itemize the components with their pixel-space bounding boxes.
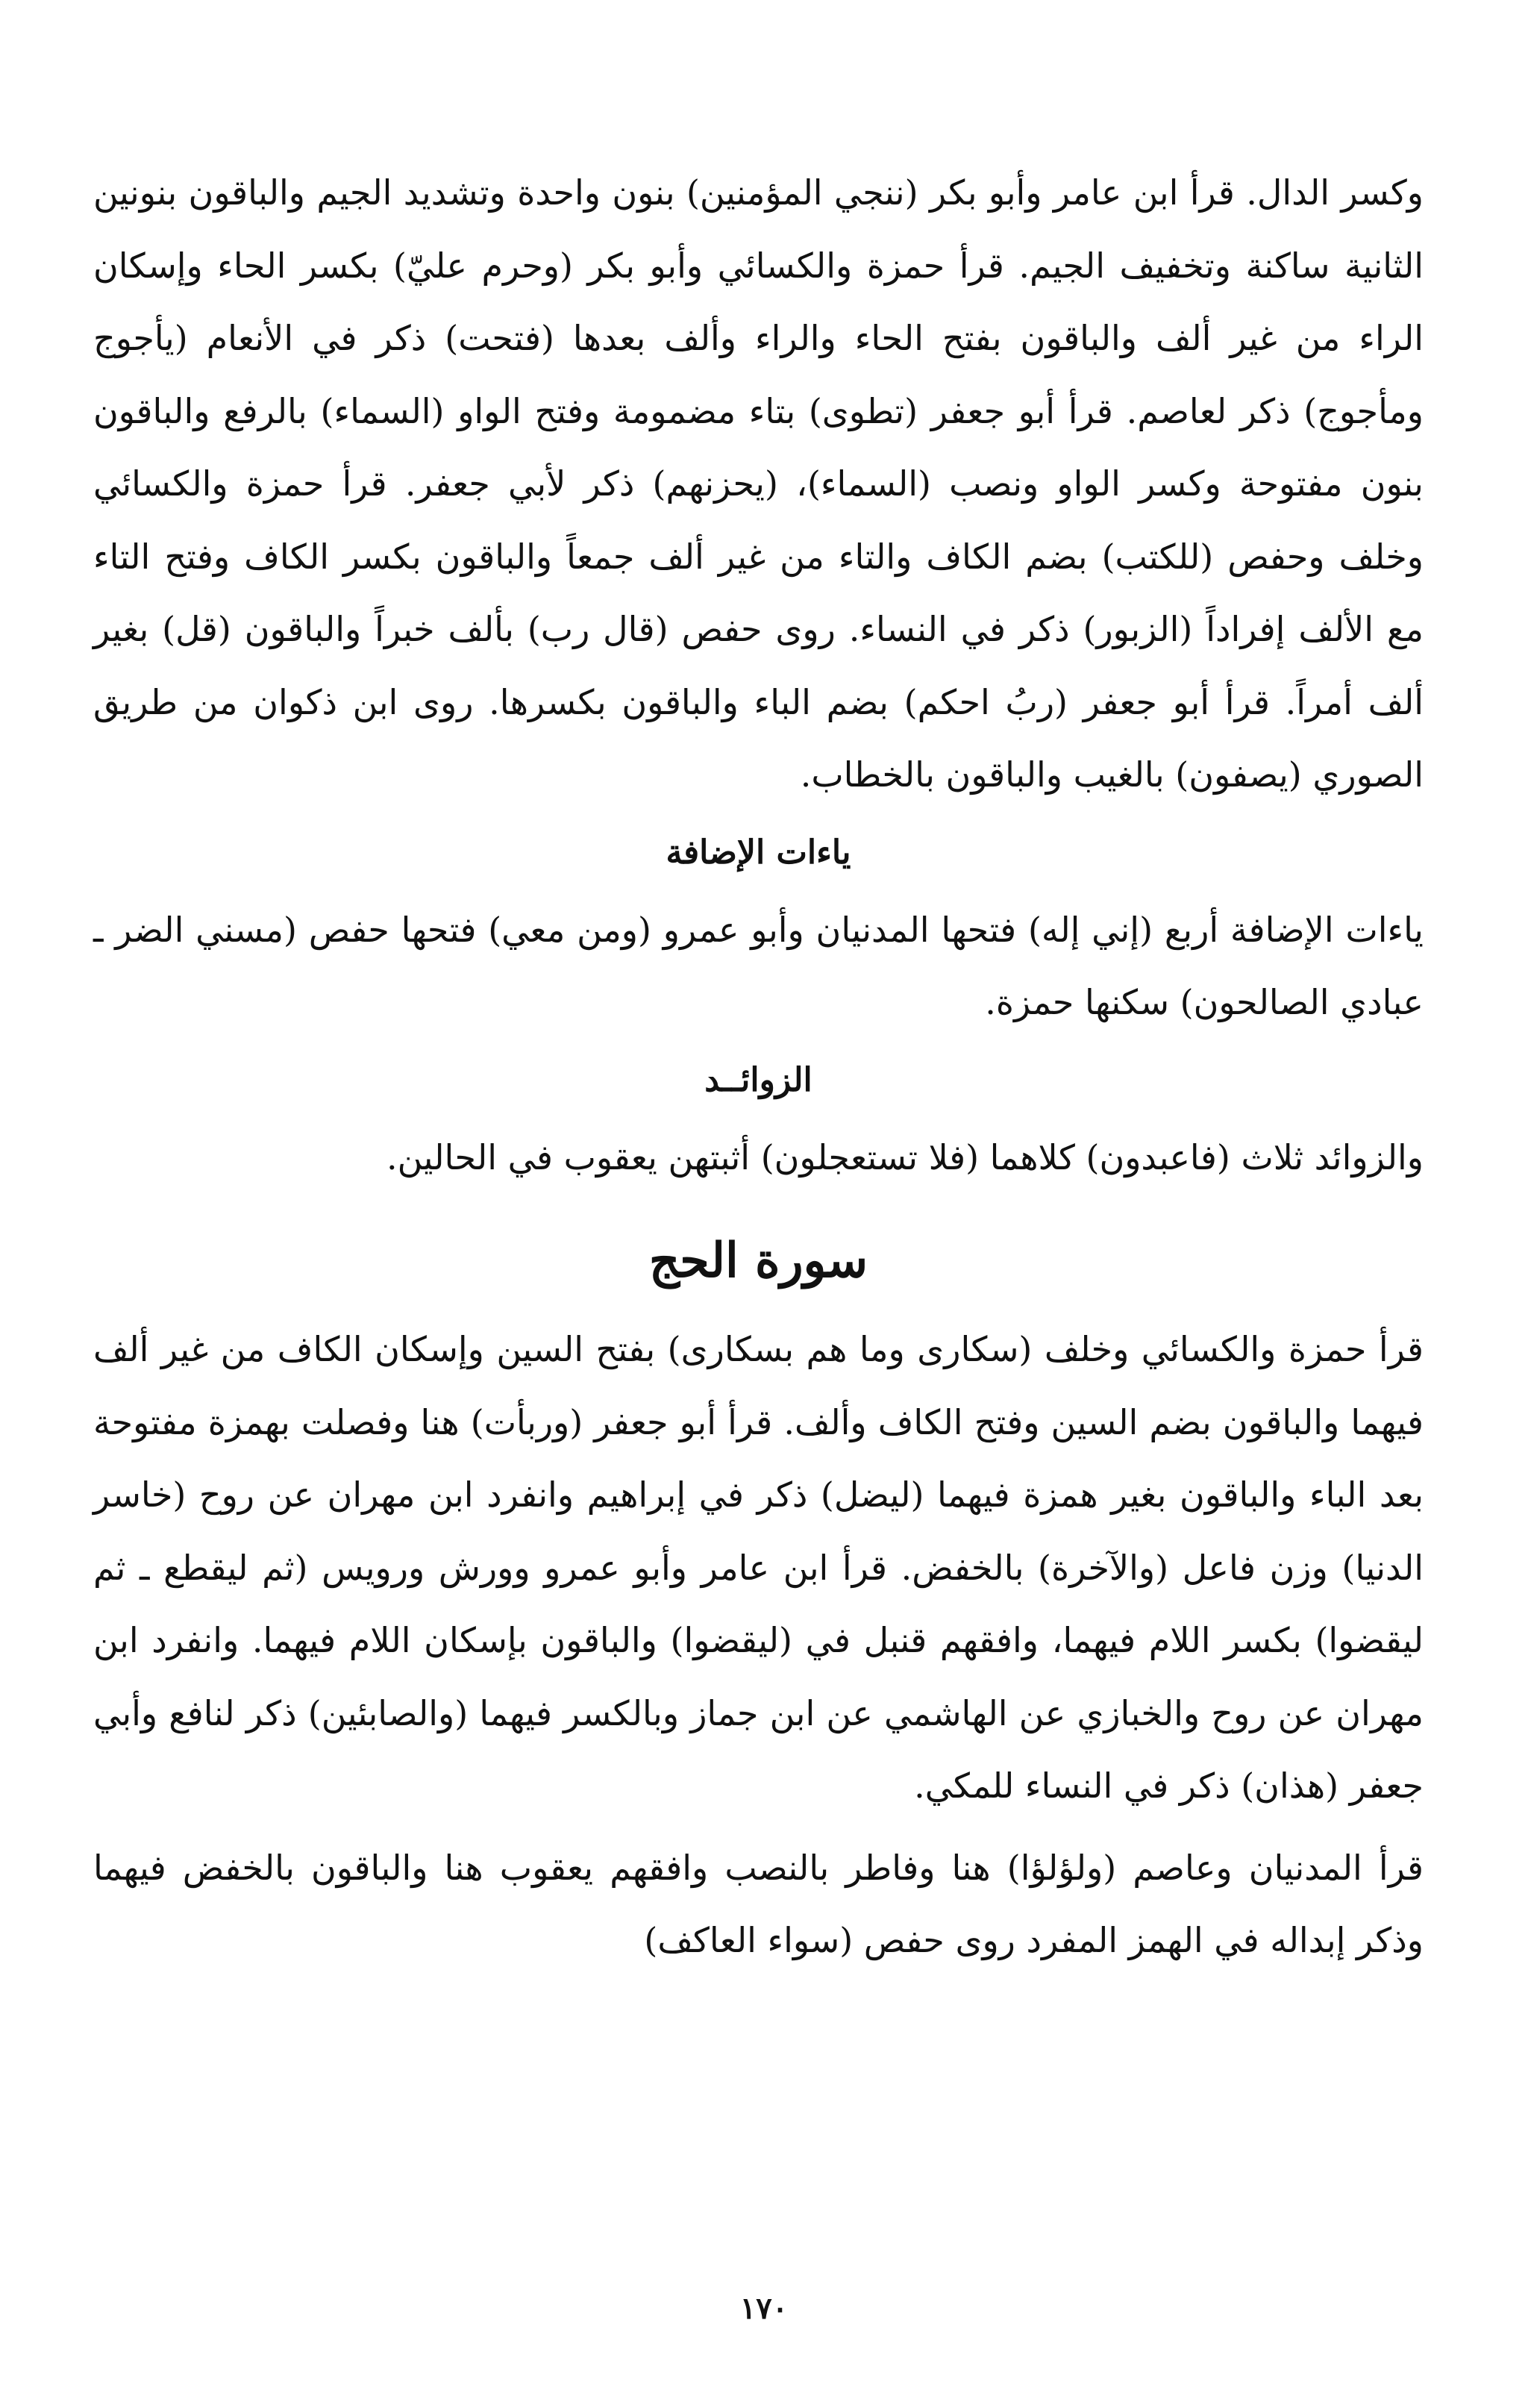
paragraph-anbiya-readings: وكسر الدال. قرأ ابن عامر وأبو بكر (ننجي المؤمنين) بنون واحدة وتشديد الجيم والباقون بنونين الثانية ساكنة وتخفيف الجيم. قرأ حمزة والكسائي وأبو بكر (وحرم عليّ) بكسر الحاء وإسكان الراء من غير ألف والباقون بفتح الحاء والراء وألف بعدها (فتحت) ذكر في الأنعام (يأجوج ومأجوج) ذكر لعاصم. قرأ أبو جعفر (تطوى) بتاء مضمومة وفتح الواو (السماء) بالرفع والباقون بنون مفتوحة وكسر الواو ونصب (السماء)، (يحزنهم) ذكر لأبي جعفر. قرأ حمزة والكسائي وخلف وحفص (للكتب) بضم الكاف والتاء من غير ألف جمعاً والباقون بكسر الكاف وفتح التاء مع الألف إفراداً (الزبور) ذكر في النساء. روى حفص (قال رب) بألف خبراً والباقون (قل) بغير ألف أمراً. قرأ أبو جعفر (ربُ احكم) بضم الباء والباقون بكسرها. روى ابن ذكوان من طريق الصوري (يصفون) بالغيب والباقون بالخطاب. <box>93 172 1424 795</box>
paragraph-zawaid: والزوائد ثلاث (فاعبدون) كلاهما (فلا تستعجلون) أثبتهن يعقوب في الحالين. <box>386 1136 1424 1178</box>
paragraph-gap <box>93 1823 1424 1832</box>
heading-yaat-al-idafa: ياءات الإضافة <box>666 833 851 872</box>
page-number: ١٧٠ <box>739 2291 789 2326</box>
paragraph-hajj-readings-continued: قرأ المدنيان وعاصم (ولؤلؤا) هنا وفاطر بالنصب وافقهم يعقوب هنا والباقون بالخفض فيهما وذكر إبداله في الهمز المفرد روى حفص (سواء العاكف) <box>93 1847 1424 1960</box>
paragraph-hajj-readings: قرأ حمزة والكسائي وخلف (سكارى وما هم بسكارى) بفتح السين وإسكان الكاف من غير ألف فيهما والباقون بضم السين وفتح الكاف وألف. قرأ أبو جعفر (وربأت) هنا وفصلت بهمزة مفتوحة بعد الباء والباقون بغير همزة فيهما (ليضل) ذكر في إبراهيم وانفرد ابن مهران عن روح (خاسر الدنيا) وزن فاعل (والآخرة) بالخفض. قرأ ابن عامر وأبو عمرو وورش ورويس (ثم ليقطع ـ ثم ليقضوا) بكسر اللام فيهما، وافقهم قنبل في (ليقضوا) والباقون بإسكان اللام فيهما. وانفرد ابن مهران عن روح والخبازي عن الهاشمي عن ابن جماز وبالكسر فيهما (والصابئين) ذكر لنافع وأبي جعفر (هذان) ذكر في النساء للمكي. <box>93 1329 1424 1806</box>
heading-zawaid: الزوائــد <box>704 1060 812 1099</box>
heading-surah-al-hajj: سورة الحج <box>648 1233 868 1289</box>
paragraph-yaat-al-idafa: ياءات الإضافة أربع (إني إله) فتحها المدنيان وأبو عمرو (ومن معي) فتحها حفص (مسني الضر ـ عبادي الصالحون) سكنها حمزة. <box>93 909 1424 1022</box>
